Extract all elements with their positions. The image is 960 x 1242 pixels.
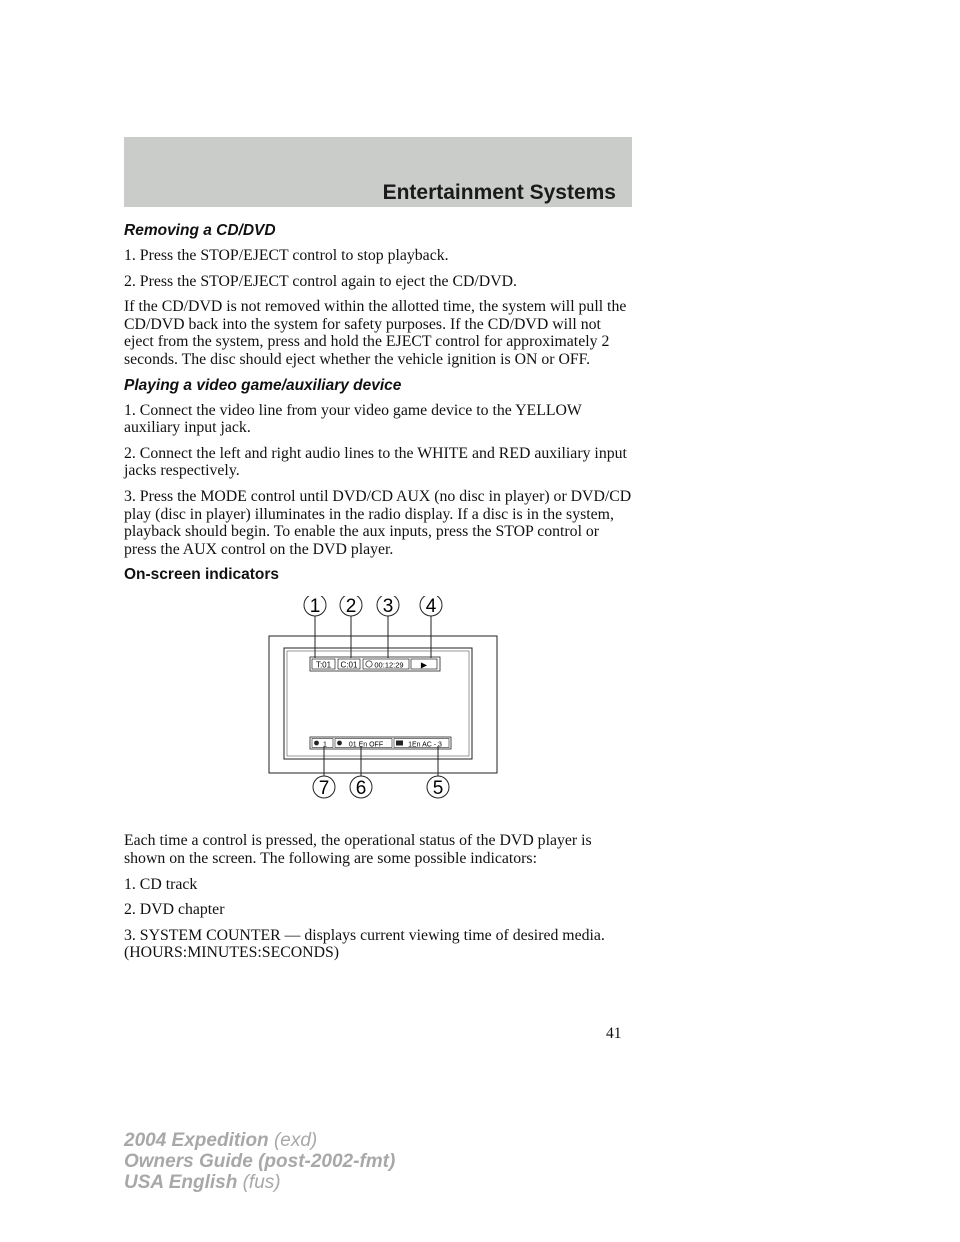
- heading-removing: Removing a CD/DVD: [124, 222, 276, 239]
- on-screen-indicators-diagram: [124, 596, 634, 820]
- paragraph: 1. Press the STOP/EJECT control to stop playback.: [124, 247, 449, 264]
- footer-line-2: [124, 1151, 395, 1172]
- callout-5: 5: [432, 778, 444, 800]
- section-title: Entertainment Systems: [382, 181, 616, 204]
- footer-line-3: [124, 1172, 395, 1193]
- paragraph: 1. Connect the video line from your video game device to the YELLOW auxiliary input jack.: [124, 401, 582, 437]
- track-indicator: T:01: [315, 660, 332, 670]
- paragraph: 3. Press the MODE control until DVD/CD AUX (no disc in player) or DVD/CD play (disc in player) illuminates in the radio display. If a disc is in the system, playback should begin. To enable the aux inputs, press the STOP control or press the AUX control on the DVD player.: [124, 487, 632, 558]
- heading-playing: Playing a video game/auxiliary device: [124, 376, 402, 394]
- screen-diagram: [124, 596, 634, 820]
- callout-2: 2: [345, 596, 357, 618]
- callout-6: 6: [355, 778, 367, 800]
- paragraph: If the CD/DVD is not removed within the allotted time, the system will pull the CD/DVD back into the system for safety purposes. If the CD/DVD will not eject from the system, press and hold the EJECT control for approximately 2 seconds. The disc should eject whether the vehicle ignition is ON or OFF.: [124, 298, 627, 368]
- footer-guide: Owners Guide (post-2002-fmt): [124, 1151, 396, 1172]
- header-band: [124, 137, 632, 207]
- footer-model-code: (exd): [273, 1130, 318, 1151]
- footer: [124, 1130, 395, 1193]
- angle-indicator: 1: [323, 741, 327, 749]
- footer-line-1: [124, 1130, 395, 1151]
- callout-7: 7: [318, 778, 330, 800]
- page-content: [124, 222, 634, 970]
- paragraph: Each time a control is pressed, the operational status of the DVD player is shown on the screen. The following are some possible indicators:: [124, 832, 592, 867]
- callout-3: 3: [382, 596, 394, 618]
- angle-icon: [314, 741, 319, 746]
- indicator-item-3: 3. SYSTEM COUNTER — displays current viewing time of desired media. (HOURS:MINUTES:SECONDS): [124, 926, 605, 962]
- footer-model: 2004 Expedition: [124, 1130, 269, 1151]
- indicator-item-1: 1. CD track: [124, 875, 198, 893]
- paragraph: 2. Connect the left and right audio lines to the WHITE and RED auxiliary input jacks respectively.: [124, 444, 627, 480]
- play-icon: ▶: [420, 660, 428, 670]
- chapter-indicator: C:01: [340, 660, 358, 670]
- subtitle-indicator: 1En AC - 3: [408, 741, 442, 749]
- footer-language-code: (fus): [242, 1172, 281, 1193]
- page-number: 41: [606, 1025, 622, 1042]
- system-counter: 00:12:29: [374, 660, 404, 670]
- audio-indicator: 01 En OFF: [348, 741, 384, 749]
- paragraph: 2. Press the STOP/EJECT control again to eject the CD/DVD.: [124, 272, 517, 290]
- callout-1: 1: [309, 596, 321, 618]
- heading-indicators: On-screen indicators: [124, 566, 280, 584]
- callout-4: 4: [425, 596, 437, 618]
- indicator-item-2: 2. DVD chapter: [124, 901, 225, 919]
- subtitle-icon: [396, 741, 403, 746]
- audio-icon: [337, 741, 342, 746]
- footer-language: USA English: [124, 1172, 238, 1193]
